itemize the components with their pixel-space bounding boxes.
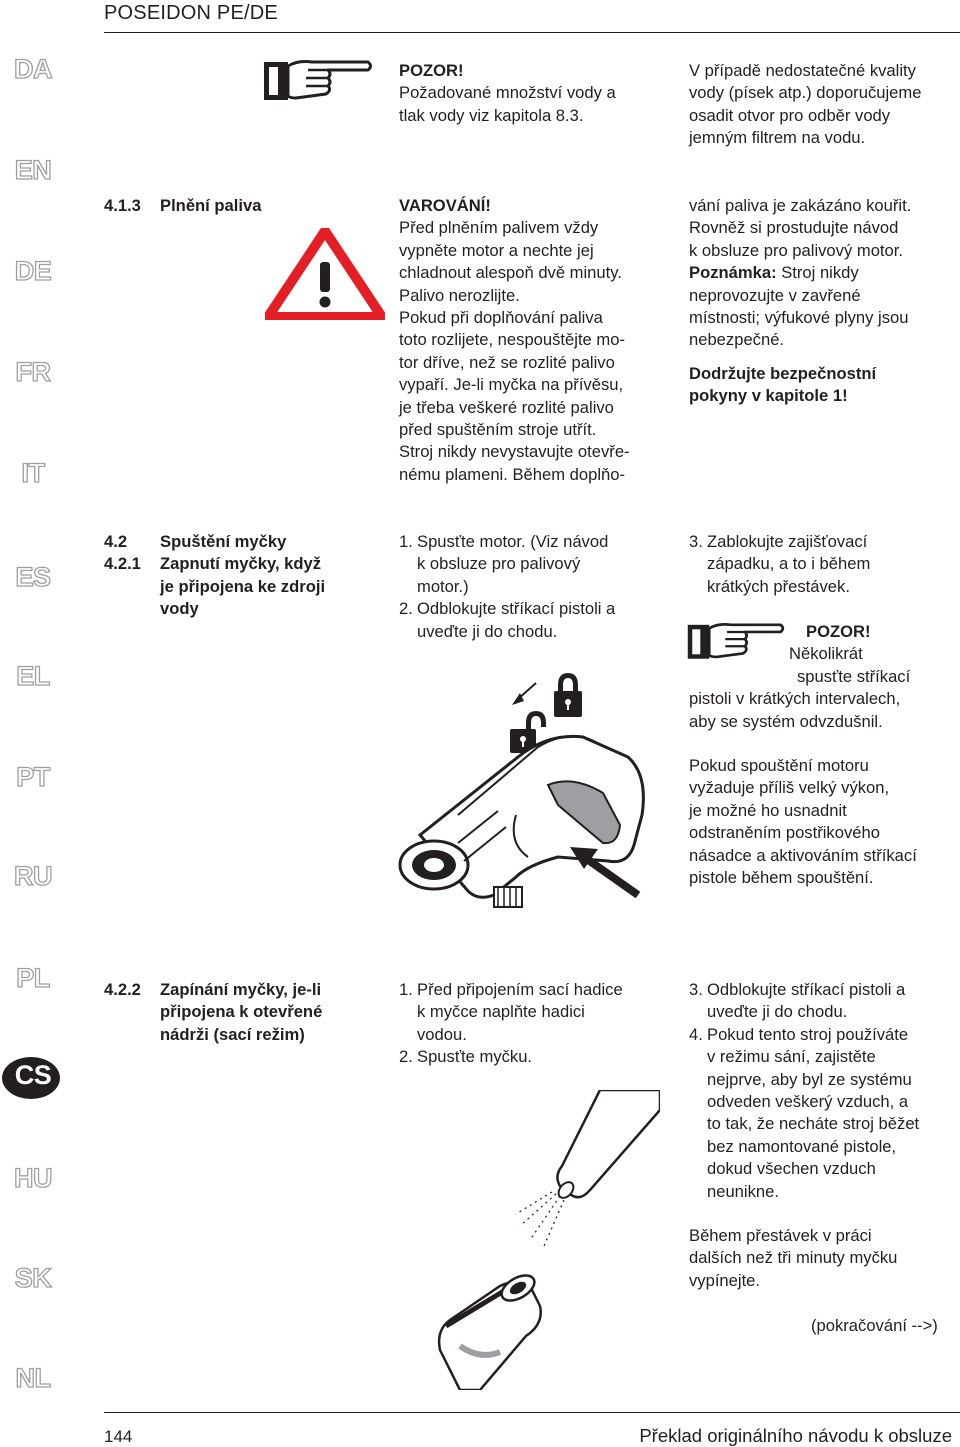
section-title: nádrži (sací režim) xyxy=(160,1024,305,1044)
step-number: 1. xyxy=(399,532,413,551)
step-text: Zablokujte zajišťovací xyxy=(707,532,868,551)
text-line: tlak vody viz kapitola 8.3. xyxy=(399,105,584,125)
step-text: odveden veškerý vzduch, a xyxy=(707,1092,909,1112)
text-line: Před plněním palivem vždy xyxy=(399,218,599,238)
caution-label: POZOR! xyxy=(806,622,871,641)
text-line: místnosti; výfukové plyny jsou xyxy=(689,308,909,328)
step-text: nejprve, aby byl ze systému xyxy=(707,1069,912,1089)
step-text: Spusťte motor. (Viz návod xyxy=(417,532,609,551)
lock-closed-icon xyxy=(554,673,582,717)
language-tab-da: DA xyxy=(14,54,52,84)
step-number: 3. xyxy=(689,532,703,551)
language-tab-es: ES xyxy=(15,562,51,592)
footer-rule xyxy=(104,1412,960,1413)
step-text: Odblokujte stříkací pistoli a xyxy=(707,980,906,999)
text-line: Palivo nerozlijte. xyxy=(399,285,520,305)
language-tab-it: IT xyxy=(21,458,45,488)
step-text: uveďte ji do chodu. xyxy=(707,1002,848,1022)
suction-hose-illustration xyxy=(420,1090,660,1390)
text-line: vody (písek atp.) doporučujeme xyxy=(689,83,922,103)
text-line: před spuštěním stroje utřít. xyxy=(399,420,597,440)
fuel-warning-continued xyxy=(689,195,959,408)
text-line: tor dříve, než se rozlité palivo xyxy=(399,352,615,372)
text-line: pistoli v krátkých intervalech, xyxy=(689,689,901,709)
text-line: jemným filtrem na vodu. xyxy=(689,128,866,148)
section-title: Zapínání myčky, je-li xyxy=(160,980,322,999)
text-line: odstraněním postřikového xyxy=(689,823,880,843)
text-line: spusťte stříkací xyxy=(797,666,911,686)
break-paragraph xyxy=(689,1225,959,1292)
step-text: k obsluze pro palivový xyxy=(417,554,581,574)
pointing-hand-icon xyxy=(262,54,374,104)
step-text: vodou. xyxy=(417,1024,467,1044)
language-tab-pl: PL xyxy=(16,963,50,993)
safety-instruction: Dodržujte bezpečnostní xyxy=(689,363,877,383)
language-tab-hu: HU xyxy=(14,1163,52,1193)
text-line: Požadované množství vody a xyxy=(399,83,616,103)
language-tab-de: DE xyxy=(14,256,52,286)
text-line: aby se systém odvzdušnil. xyxy=(689,711,883,731)
text-line: nému plameni. Během doplňo- xyxy=(399,464,625,484)
language-tab-el: EL xyxy=(16,661,50,691)
start-tip-paragraph xyxy=(689,755,959,889)
section-title: Zapnutí myčky, když xyxy=(160,554,322,574)
water-spray xyxy=(516,1192,564,1246)
text-line: V případě nedostatečné kvality xyxy=(689,61,916,80)
step-text: Před připojením sací hadice xyxy=(417,980,623,999)
section-4-1-3-number: 4.1.3 xyxy=(104,196,141,215)
note-text: Stroj nikdy xyxy=(776,263,859,283)
text-line: vypaří. Je-li myčka na přívěsu, xyxy=(399,375,624,395)
section-4-2-heading xyxy=(104,531,394,621)
step-number: 1. xyxy=(399,980,413,999)
text-line: je možné ho usnadnit xyxy=(689,800,847,820)
language-tab-sk: SK xyxy=(14,1263,52,1293)
step-text: dokud všechen vzduch xyxy=(707,1159,876,1179)
text-line: je třeba veškeré rozlité palivo xyxy=(399,397,614,417)
step-number: 3. xyxy=(689,980,703,999)
text-line: Pokud při doplňování paliva xyxy=(399,308,603,328)
text-line: pistole během spouštění. xyxy=(689,868,874,888)
step-text: neunikne. xyxy=(707,1181,779,1201)
section-title: je připojena ke zdroji xyxy=(160,576,326,596)
section-number: 4.2.2 xyxy=(104,980,141,999)
step-text: Spusťte myčku. xyxy=(417,1047,533,1067)
note-label: Poznámka: xyxy=(689,263,777,283)
step-text: krátkých přestávek. xyxy=(707,576,850,596)
text-line: k obsluze pro palivový motor. xyxy=(689,240,903,260)
start-steps-left xyxy=(399,531,679,643)
text-line: Pokud spouštění motoru xyxy=(689,756,869,775)
step-number: 2. xyxy=(399,1047,413,1067)
language-tab-cs: CS xyxy=(14,1060,52,1090)
step-text: Pokud tento stroj používáte xyxy=(707,1024,909,1044)
language-tab-pt: PT xyxy=(16,762,50,792)
start-step-3 xyxy=(689,531,959,598)
text-line: vypínejte. xyxy=(689,1270,761,1290)
continued-note: (pokračování -->) xyxy=(811,1316,938,1335)
step-text: v režimu sání, zajistěte xyxy=(707,1047,876,1067)
spray-gun-illustration xyxy=(398,665,660,915)
footer-title: Překlad originálního návodu k obsluze xyxy=(639,1425,952,1446)
text-line: násadce a aktivováním stříkací xyxy=(689,845,917,865)
section-number: 4.2.1 xyxy=(104,554,141,574)
section-4-1-3-title: Plnění paliva xyxy=(160,196,262,215)
safety-instruction: pokyny v kapitole 1! xyxy=(689,386,848,406)
fuel-warning-text xyxy=(399,195,674,486)
text-line: Během přestávek v práci xyxy=(689,1226,872,1245)
step-text: k myčce naplňte hadici xyxy=(417,1002,585,1022)
text-line: Několikrát xyxy=(789,644,863,664)
text-line: chladnout alespoň dvě minuty. xyxy=(399,263,622,283)
page-header-title: POSEIDON PE/DE xyxy=(104,2,278,24)
text-line: vypněte motor a nechte jej xyxy=(399,240,594,260)
section-number: 4.2 xyxy=(104,532,128,551)
step-number: 2. xyxy=(399,599,413,619)
suction-steps-left xyxy=(399,979,679,1069)
text-line: osadit otvor pro odběr vody xyxy=(689,105,891,125)
language-tab-en: EN xyxy=(14,155,52,185)
step-text: západku, a to i během xyxy=(707,554,871,574)
text-line: Rovněž si prostudujte návod xyxy=(689,218,899,238)
step-text: Odblokujte stříkací pistoli a xyxy=(417,599,616,619)
section-title: připojena k otevřené xyxy=(160,1002,323,1022)
text-line: vyžaduje příliš velký výkon, xyxy=(689,778,890,798)
suction-steps-right xyxy=(689,979,959,1203)
step-text: to tak, že necháte stroj běžet xyxy=(707,1114,920,1134)
step-text: uveďte ji do chodu. xyxy=(417,621,558,641)
section-title: Spuštění myčky xyxy=(160,532,287,551)
bleed-caution xyxy=(689,621,959,733)
text-line: vání paliva je zakázáno kouřit. xyxy=(689,196,912,215)
text-line: nebezpečné. xyxy=(689,330,785,350)
text-line: neprovozujte v zavřené xyxy=(689,285,861,305)
page-number: 144 xyxy=(104,1427,133,1446)
header-rule xyxy=(104,32,960,33)
text-line: toto rozlijete, nespouštějte mo- xyxy=(399,330,625,350)
text-line: dalších než tři minuty myčku xyxy=(689,1248,898,1268)
top-caution-note xyxy=(399,60,616,127)
step-text: motor.) xyxy=(417,576,469,596)
section-title: vody xyxy=(160,599,199,619)
language-tab-fr: FR xyxy=(15,357,51,387)
language-tab-nl: NL xyxy=(15,1363,51,1393)
note-line xyxy=(689,262,959,284)
language-tab-ru: RU xyxy=(14,861,52,891)
section-4-2-2-heading xyxy=(104,979,394,1046)
warning-triangle-icon xyxy=(265,228,385,320)
caution-label: POZOR! xyxy=(399,61,464,80)
warning-label: VAROVÁNÍ! xyxy=(399,196,491,215)
step-text: bez namontované pistole, xyxy=(707,1136,897,1156)
step-number: 4. xyxy=(689,1024,703,1044)
water-quality-note xyxy=(689,60,921,150)
text-line: Stroj nikdy nevystavujte otevře- xyxy=(399,442,630,462)
